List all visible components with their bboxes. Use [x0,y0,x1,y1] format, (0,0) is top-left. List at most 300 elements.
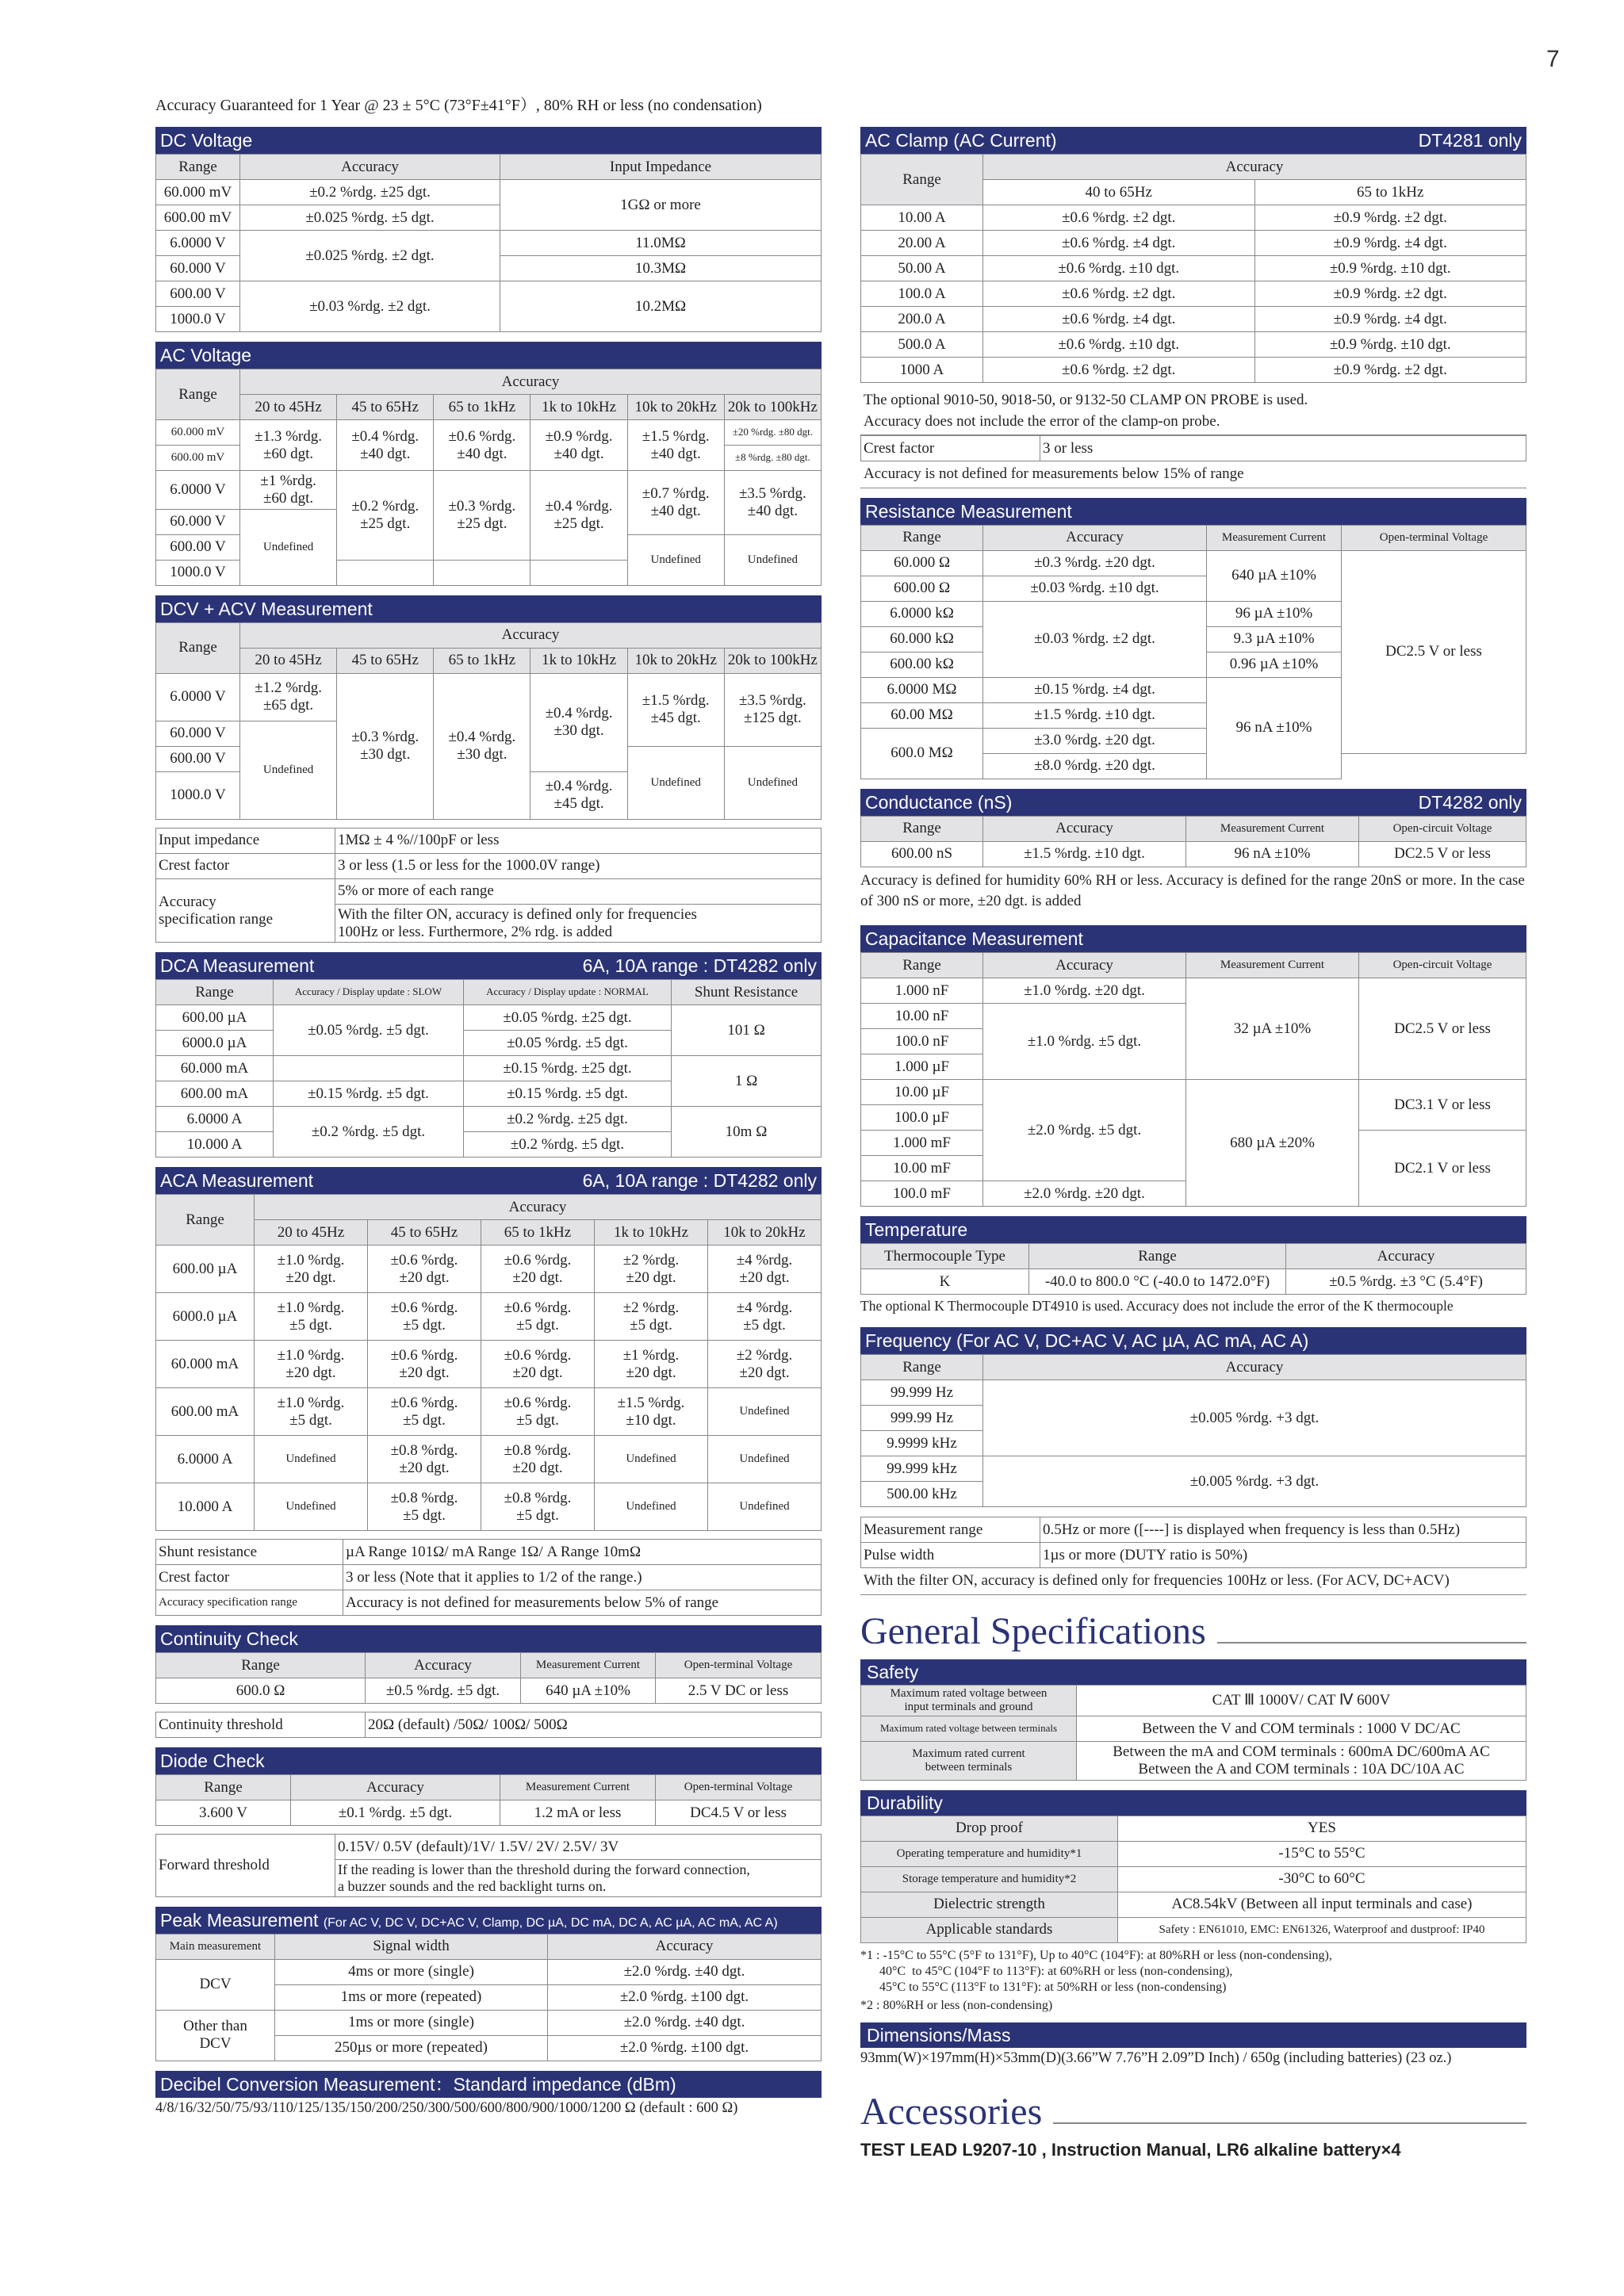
col-header: Open-terminal Voltage [656,1653,822,1678]
clamp-note: The optional 9010-50, 9018-50, or 9132-50 CLAMP ON PROBE is used. Accuracy does not include the error of the clamp-on probe. [860,388,1526,435]
note-label: Crest factor [156,1565,343,1590]
section-header: Dimensions/Mass [860,2022,1526,2048]
note-label: Continuity threshold [156,1712,366,1738]
note-value: 0.15V/ 0.5V (default)/1V/ 1.5V/ 2V/ 2.5V/ 3V [335,1835,822,1860]
continuity-table [155,1652,822,1704]
freq-header: 1k to 10kHz [530,395,627,420]
section-title: DCV + ACV Measurement [160,598,373,619]
section-note: 6A, 10A range : DT4282 only [582,1170,817,1192]
safety-section [860,1659,1526,1781]
section-header: Durability [860,1790,1526,1816]
dc-voltage-section [155,127,822,332]
freq-header: 45 to 65Hz [368,1220,481,1246]
range-cell: 200.0 A [861,307,983,332]
aca-table [155,1194,822,1531]
section-note: DT4281 only [1418,130,1522,151]
accuracy-cell: ±1.0 %rdg. ±5 dgt. [255,1293,368,1341]
accuracy-cell: ±0.6 %rdg. ±2 dgt. [983,358,1255,383]
col-header: Range [861,952,983,978]
section-header [155,1167,822,1194]
col-header: Measurement Current [521,1653,656,1678]
accuracy-cell: Undefined [627,746,724,819]
col-header: Range [156,1653,366,1678]
main-measurement-cell: Other than DCV [156,2010,275,2061]
ac-voltage-table [155,369,822,586]
accuracy-cell: Undefined [595,1483,708,1531]
col-header: Range [861,155,983,205]
spec-label: Maximum rated voltage between terminals [861,1716,1077,1742]
note-label: Forward threshold [156,1835,335,1896]
freq-header: 20 to 45Hz [240,395,337,420]
range-cell: 10.00 nF [861,1003,983,1028]
col-header: Range [156,369,240,420]
accuracy-cell: ±0.6 %rdg. ±4 dgt. [983,231,1255,256]
col-header: Accuracy [983,952,1186,978]
accuracy-cell: ±0.6 %rdg. ±5 dgt. [481,1293,595,1341]
section-header [155,1747,822,1774]
accuracy-cell: ±0.6 %rdg. ±40 dgt. [434,420,530,471]
accuracy-cell: ±0.6 %rdg. ±10 dgt. [983,256,1255,281]
range-cell: 6000.0 µA [156,1031,274,1056]
section-header [155,1625,822,1652]
accuracy-guarantee: Accuracy Guaranteed for 1 Year @ 23 ± 5°C (73°F±41°F）, 80% RH or less (no condensation) [155,97,762,114]
accuracy-cell: Undefined [595,1436,708,1483]
current-cell: 0.96 µA ±10% [1207,652,1342,677]
accuracy-cell: ±0.005 %rdg. +3 dgt. [983,1456,1526,1506]
accuracy-cell: ±0.6 %rdg. ±5 dgt. [481,1388,595,1436]
resistance-section [860,498,1526,779]
conductance-section [860,789,1526,916]
frequency-table [860,1354,1526,1507]
note-value: 3 or less (Note that it applies to 1/2 of the range.) [343,1565,822,1590]
range-cell: 60.000 mV [156,180,240,205]
current-cell: 96 nA ±10% [1186,841,1359,867]
range-cell: 1.000 µF [861,1054,983,1079]
range-cell: 60.000 V [156,256,240,281]
accuracy-cell: ±2.0 %rdg. ±40 dgt. [548,1959,822,1984]
accuracy-cell: ±0.9 %rdg. ±4 dgt. [1254,307,1526,332]
safety-table [860,1685,1526,1781]
footnote: *2 : 80%RH or less (non-condensing) [860,1998,1053,2012]
diode-table [155,1774,822,1826]
col-header: Accuracy [291,1775,500,1800]
spec-value: Between the V and COM terminals : 1000 V DC/AC [1077,1716,1526,1742]
accuracy-cell: ±0.9 %rdg. ±2 dgt. [1254,205,1526,231]
peak-section [155,1907,822,2061]
col-header: Accuracy / Display update : NORMAL [464,980,672,1005]
voltage-cell: DC2.1 V or less [1359,1130,1526,1206]
section-header [860,789,1526,816]
capacitance-section [860,925,1526,1207]
conductance-note: Accuracy is defined for humidity 60% RH or less. Accuracy is defined for the range 20nS or more. In the case of 300 nS or more, ±20 dgt. is added [860,871,1525,910]
range-cell: 10.000 A [156,1483,255,1531]
col-header: Accuracy [240,622,822,648]
range-cell: 10.000 A [156,1132,274,1158]
section-note: 6A, 10A range : DT4282 only [582,955,817,977]
section-title: DC Voltage [160,130,253,151]
range-cell: 999.99 Hz [861,1405,983,1430]
accuracy-cell: ±4 %rdg. ±20 dgt. [708,1246,822,1293]
spec-value: Safety : EN61010, EMC: EN61326, Waterproof and dustproof: IP40 [1118,1917,1526,1942]
continuity-section [155,1625,822,1738]
range-cell: 6.0000 MΩ [861,677,983,702]
page-number: 7 [1546,46,1560,72]
col-header: Thermocouple Type [861,1243,1029,1269]
table-row [861,332,1526,358]
accuracy-cell: ±0.6 %rdg. ±2 dgt. [983,205,1255,231]
section-header [860,498,1526,525]
accuracy-cell: ±8 %rdg. ±80 dgt. [724,446,821,471]
accuracy-cell: ±2.0 %rdg. ±40 dgt. [548,2010,822,2035]
aca-section [155,1167,822,1616]
range-cell: 3.600 V [156,1800,291,1826]
range-cell: 60.00 MΩ [861,702,983,728]
signal-width-cell: 4ms or more (single) [275,1959,548,1984]
accessories-heading [860,2090,1526,2133]
accuracy-cell: ±0.05 %rdg. ±5 dgt. [464,1031,672,1056]
note-value: 3 or less (1.5 or less for the 1000.0V range) [335,853,822,878]
section-header [860,925,1526,952]
range-cell: 1000.0 V [156,771,240,819]
signal-width-cell: 250µs or more (repeated) [275,2035,548,2061]
accuracy-cell: ±0.2 %rdg. ±25 dgt. [240,180,500,205]
accuracy-cell: ±1.5 %rdg. ±40 dgt. [627,420,724,471]
accuracy-cell: ±0.025 %rdg. ±2 dgt. [240,231,500,281]
range-cell: 9.9999 kHz [861,1430,983,1456]
accuracy-cell: ±0.6 %rdg. ±4 dgt. [983,307,1255,332]
accuracy-cell: Undefined [240,721,337,819]
accessories-list: TEST LEAD L9207-10 , Instruction Manual, LR6 alkaline battery×4 [860,2139,1401,2160]
col-header: Range [861,525,983,550]
voltage-cell: DC4.5 V or less [656,1800,822,1826]
range-cell: 6.0000 V [156,673,240,721]
range-cell: -40.0 to 800.0 °C (-40.0 to 1472.0°F) [1029,1269,1286,1294]
accuracy-cell: ±0.6 %rdg. ±10 dgt. [983,332,1255,358]
accuracy-cell: ±3.5 %rdg. ±125 dgt. [724,673,821,746]
dcv-acv-section [155,595,822,943]
freq-header: 10k to 20kHz [627,395,724,420]
range-cell: 99.999 kHz [861,1456,983,1481]
range-cell: 600.0 MΩ [861,728,983,779]
section-header [860,1216,1526,1243]
freq-header: 20k to 100kHz [724,648,821,673]
accuracy-cell: ±0.8 %rdg. ±20 dgt. [368,1436,481,1483]
accuracy-cell: ±1 %rdg. ±60 dgt. [240,471,337,510]
durability-table [860,1816,1526,1943]
accuracy-cell: ±0.9 %rdg. ±2 dgt. [1254,281,1526,307]
range-cell: 6000.0 µA [156,1293,255,1341]
temperature-section [860,1216,1526,1318]
accuracy-cell: ±0.4 %rdg. ±25 dgt. [530,471,627,561]
accuracy-cell: ±0.15 %rdg. ±4 dgt. [983,677,1207,702]
accuracy-cell: ±0.5 %rdg. ±3 °C (5.4°F) [1286,1269,1526,1294]
col-header: Input Impedance [500,155,822,180]
section-title: AC Voltage [160,345,252,365]
dc-voltage-table [155,154,822,332]
accuracy-cell: Undefined [708,1436,822,1483]
spec-value: YES [1118,1816,1526,1841]
range-cell: 600.00 µA [156,1246,255,1293]
col-header: Measurement Current [1186,816,1359,841]
accuracy-cell: ±0.2 %rdg. ±25 dgt. [464,1107,672,1132]
section-subtitle: (For AC V, DC V, DC+AC V, Clamp, DC µA, DC mA, DC A, AC µA, AC mA, AC A) [323,1915,778,1930]
accuracy-cell: Undefined [240,509,337,585]
section-title: ACA Measurement [160,1170,314,1192]
signal-width-cell: 1ms or more (single) [275,2010,548,2035]
range-cell: 10.00 µF [861,1079,983,1104]
range-cell: 600.00 µA [156,1005,274,1031]
table-row [861,205,1526,231]
section-title: Capacitance Measurement [865,928,1083,949]
table-row [156,1436,822,1483]
accuracy-cell: ±0.6 %rdg. ±20 dgt. [368,1246,481,1293]
accuracy-cell: ±0.6 %rdg. ±5 dgt. [368,1293,481,1341]
diode-section [155,1747,822,1896]
note-value: With the filter ON, accuracy is defined only for frequencies 100Hz or less. Furthermore, 2% rdg. is added [335,904,822,943]
freq-header: 65 to 1kHz [434,648,530,673]
ac-clamp-table [860,154,1526,383]
col-header: Range [1029,1243,1286,1269]
impedance-cell: 10.3MΩ [500,256,822,281]
range-cell: 6.0000 kΩ [861,601,983,626]
resistance-table [860,525,1526,779]
note-value: 1µs or more (DUTY ratio is 50%) [1040,1542,1526,1567]
accuracy-cell: ±0.8 %rdg. ±5 dgt. [481,1483,595,1531]
note-value: 0.5Hz or more ([----] is displayed when frequency is less than 0.5Hz) [1040,1517,1526,1542]
accuracy-cell: ±2 %rdg. ±20 dgt. [595,1246,708,1293]
footnote: *1 : -15°C to 55°C (5°F to 131°F), Up to 40°C (104°F): at 80%RH or less (non-condensing), 40°C to 45°C (104°F to 113°F): at 60%RH or less (non-condensing), 45°C to 55°C (113°F to 131°F): at 50%RH or less (non-condensing) [860,1948,1332,1994]
col-header: Accuracy / Display update : SLOW [274,980,464,1005]
accuracy-cell: ±2 %rdg. ±20 dgt. [708,1341,822,1388]
general-spec-heading [860,1609,1526,1653]
section-title: Conductance (nS) [865,791,1013,813]
shunt-cell: 101 Ω [672,1005,822,1056]
section-title: Temperature [865,1219,968,1240]
col-header: Measurement Current [500,1775,656,1800]
freq-header: 45 to 65Hz [337,648,434,673]
note-label: Measurement range [861,1517,1040,1542]
spec-label: Maximum rated voltage between input terminals and ground [861,1685,1077,1716]
range-cell: 60.000 Ω [861,550,983,576]
accuracy-cell: ±0.8 %rdg. ±5 dgt. [368,1483,481,1531]
current-cell: 680 µA ±20% [1186,1079,1359,1206]
dcv-acv-notes [155,828,822,943]
section-header [155,342,822,369]
range-cell: 99.999 Hz [861,1380,983,1405]
range-cell: 1000.0 V [156,307,240,332]
accuracy-cell: ±1.0 %rdg. ±20 dgt. [255,1246,368,1293]
range-cell: 500.00 kHz [861,1481,983,1506]
note-label: Accuracy specification range [156,1590,343,1616]
range-cell: 60.000 mA [156,1056,274,1081]
main-measurement-cell: DCV [156,1959,275,2010]
section-title: Resistance Measurement [865,500,1072,522]
dca-section [155,952,822,1158]
section-header [860,1327,1526,1354]
note-label: Input impedance [156,828,335,853]
accuracy-cell: ±1.5 %rdg. ±10 dgt. [983,841,1186,867]
signal-width-cell: 1ms or more (repeated) [275,1984,548,2010]
col-header: Range [156,980,274,1005]
range-cell: 600.00 nS [861,841,983,867]
accuracy-cell: ±0.6 %rdg. ±2 dgt. [983,281,1255,307]
accuracy-cell: ±0.4 %rdg. ±30 dgt. [434,673,530,819]
range-cell: 1.000 nF [861,978,983,1003]
accuracy-cell: ±0.9 %rdg. ±10 dgt. [1254,332,1526,358]
voltage-cell: DC2.5 V or less [1342,550,1526,753]
accuracy-cell: ±0.4 %rdg. ±45 dgt. [530,771,627,819]
range-cell: 10.00 mF [861,1155,983,1181]
range-cell: 600.00 mA [156,1081,274,1107]
freq-header: 65 to 1kHz [1254,180,1526,205]
conductance-table [860,816,1526,867]
accuracy-cell: Undefined [627,534,724,585]
accuracy-cell: ±2.0 %rdg. ±5 dgt. [983,1079,1186,1181]
accuracy-cell: ±20 %rdg. ±80 dgt. [724,420,821,446]
freq-header: 65 to 1kHz [434,395,530,420]
current-cell: 640 µA ±10% [521,1678,656,1704]
table-row [156,1388,822,1436]
temperature-note: The optional K Thermocouple DT4910 is used. Accuracy does not include the error of the K thermocouple [860,1297,1454,1314]
spec-label: Maximum rated current between terminals [861,1742,1077,1781]
range-cell: 600.00 Ω [861,576,983,601]
col-header: Accuracy [983,525,1207,550]
freq-header: 10k to 20kHz [627,648,724,673]
table-row [861,281,1526,307]
current-cell: 96 nA ±10% [1207,677,1342,779]
decibel-section [155,2071,822,2119]
range-cell: 600.00 mV [156,205,240,231]
table-row [156,1483,822,1531]
range-cell: 60.000 kΩ [861,626,983,652]
clamp-crest [860,435,1526,461]
range-cell: 1000.0 V [156,560,240,585]
dcv-acv-table [155,622,822,820]
heading-text: General Specifications [860,1609,1206,1652]
col-header: Range [156,622,240,673]
accuracy-cell: ±8.0 %rdg. ±20 dgt. [983,753,1207,779]
range-cell: 100.0 mF [861,1181,983,1206]
voltage-cell: 2.5 V DC or less [656,1678,822,1704]
right-column [860,127,1526,2160]
left-column [155,127,822,2129]
range-cell: 100.0 µF [861,1104,983,1130]
accuracy-cell: ±0.2 %rdg. ±25 dgt. [337,471,434,561]
voltage-cell: DC2.5 V or less [1359,841,1526,867]
type-cell: K [861,1269,1029,1294]
freq-header: 1k to 10kHz [530,648,627,673]
accuracy-cell: ±0.6 %rdg. ±20 dgt. [481,1246,595,1293]
col-header: Range [156,1195,255,1246]
accuracy-cell: ±1.5 %rdg. ±45 dgt. [627,673,724,746]
ac-clamp-section [860,127,1526,488]
impedance-cell: 1GΩ or more [500,180,822,231]
range-cell: 50.00 A [861,256,983,281]
accuracy-cell: ±0.3 %rdg. ±20 dgt. [983,550,1207,576]
range-cell: 600.00 V [156,281,240,307]
accuracy-cell: ±0.05 %rdg. ±25 dgt. [464,1005,672,1031]
ac-voltage-section [155,342,822,586]
range-cell: 60.000 V [156,509,240,534]
col-header: Accuracy [1286,1243,1526,1269]
dca-table [155,979,822,1158]
range-cell: 1000 A [861,358,983,383]
section-header [155,595,822,622]
range-cell: 500.0 A [861,332,983,358]
range-cell: 10.00 A [861,205,983,231]
section-title: Continuity Check [160,1628,298,1650]
accuracy-cell: ±1.0 %rdg. ±5 dgt. [983,1003,1186,1079]
current-cell: 1.2 mA or less [500,1800,656,1826]
impedance-cell: 11.0MΩ [500,231,822,256]
spec-value: CAT Ⅲ 1000V/ CAT Ⅳ 600V [1077,1685,1526,1716]
range-cell: 60.000 mV [156,420,240,446]
col-header: Measurement Current [1207,525,1342,550]
accuracy-cell: ±2.0 %rdg. ±20 dgt. [983,1181,1186,1206]
accuracy-cell: ±1.0 %rdg. ±20 dgt. [255,1341,368,1388]
accuracy-cell: ±0.03 %rdg. ±10 dgt. [983,576,1207,601]
col-header: Accuracy [548,1934,822,1959]
heading-text: Accessories [860,2090,1043,2133]
col-header: Measurement Current [1186,952,1359,978]
temperature-table [860,1243,1526,1295]
spec-value: Between the mA and COM terminals : 600mA DC/600mA AC Between the A and COM terminals : 10A DC/10A AC [1077,1742,1526,1781]
col-header: Accuracy [240,155,500,180]
accuracy-cell: ±0.3 %rdg. ±25 dgt. [434,471,530,561]
accuracy-cell: ±0.9 %rdg. ±40 dgt. [530,420,627,471]
frequency-section [860,1327,1526,1595]
accuracy-cell: ±0.03 %rdg. ±2 dgt. [983,601,1207,677]
range-cell: 6.0000 V [156,471,240,510]
clamp-note: Accuracy is not defined for measurements below 15% of range [860,461,1526,488]
col-header: Range [861,1354,983,1380]
accuracy-cell: ±1 %rdg. ±20 dgt. [595,1341,708,1388]
section-title: DCA Measurement [160,955,315,977]
note-label: Pulse width [861,1542,1040,1567]
table-row [861,231,1526,256]
accuracy-cell: ±0.03 %rdg. ±2 dgt. [240,281,500,332]
table-row [156,1341,822,1388]
col-header: Accuracy [983,155,1526,180]
range-cell: 6.0000 V [156,231,240,256]
frequency-note: With the filter ON, accuracy is defined only for frequencies 100Hz or less. (For ACV, DC+ACV) [860,1568,1526,1595]
section-title: AC Clamp (AC Current) [865,130,1057,151]
note-value: 1MΩ ± 4 %//100pF or less [335,828,822,853]
accuracy-cell: ±1.5 %rdg. ±10 dgt. [595,1388,708,1436]
accuracy-cell: ±2.0 %rdg. ±100 dgt. [548,2035,822,2061]
section-title: Peak Measurement [160,1909,319,1931]
range-cell: 600.00 mV [156,446,240,471]
section-header: Safety [860,1659,1526,1685]
section-header [155,2071,822,2098]
freq-header: 65 to 1kHz [481,1220,595,1246]
durability-section [860,1790,1526,2013]
range-cell: 20.00 A [861,231,983,256]
range-cell: 6.0000 A [156,1107,274,1132]
col-header: Accuracy [255,1195,822,1220]
note-label: Accuracy specification range [156,878,335,943]
freq-header: 40 to 65Hz [983,180,1255,205]
range-cell: 600.00 mA [156,1388,255,1436]
section-header [860,127,1526,154]
note-label: Crest factor [861,436,1040,461]
frequency-notes [860,1517,1526,1568]
ac-clamp-rows [861,205,1526,383]
freq-header: 20 to 45Hz [255,1220,368,1246]
accuracy-cell: ±1.5 %rdg. ±10 dgt. [983,702,1207,728]
accuracy-cell: ±0.4 %rdg. ±40 dgt. [337,420,434,471]
accuracy-cell: ±0.025 %rdg. ±5 dgt. [240,205,500,231]
